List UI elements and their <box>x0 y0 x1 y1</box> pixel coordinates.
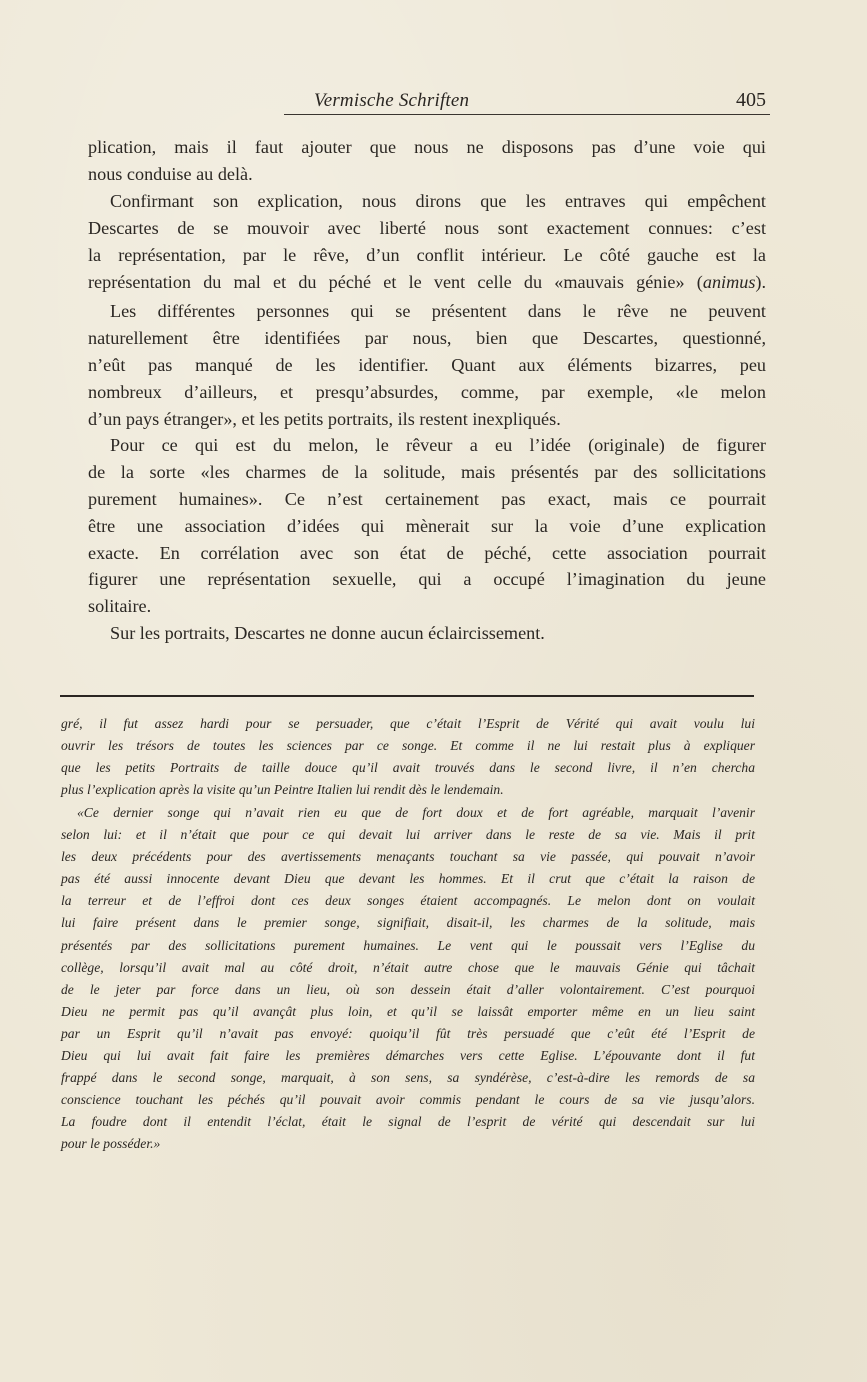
text-line: nous conduise au delà. <box>88 163 253 184</box>
text-line <box>88 298 766 325</box>
paragraph-melon <box>88 432 766 647</box>
footnote-line: selon lui: et il n’était que pour ce qui devait lui arriver dans le reste de sa vie. Mais il prit <box>61 827 755 843</box>
text-span: Sur les portraits, Descartes ne donne aucun éclaircissement. <box>110 623 545 644</box>
text-line: représentation du mal et du péché et le vent celle du «mauvais génie» (animus). <box>88 271 766 292</box>
footnote-line: les deux précédents pour des avertissements menaçants touchant sa vie passée, qui pouvait n’avoir <box>61 849 755 865</box>
footnote-line: la terreur et de l’effroi dont ces deux songes étaient accompagnés. Le melon dont on voulait <box>61 893 755 909</box>
footnote-line: Dieu qui lui avait fait faire les premières démarches vers cette Eglise. L’épouvante dont il fut <box>61 1048 755 1064</box>
footnote-line: lui faire présent dans le premier songe, signifiait, disait-il, les charmes de la solitude, mais <box>61 915 755 931</box>
footnote-line: gré, il fut assez hardi pour se persuader, que c’était l’Esprit de Vérité qui avait voulu lui <box>61 716 755 731</box>
text-line: plication, mais il faut ajouter que nous ne disposons pas d’une voie qui <box>88 137 766 157</box>
footnote-line <box>61 802 755 824</box>
paragraph-confirmant <box>88 188 766 296</box>
footnote-line: de le jeter par force dans un lieu, où son dessein était d’aller volontairement. C’est pourquoi <box>61 981 755 997</box>
footnote <box>61 713 755 801</box>
footnote-separator <box>60 695 754 697</box>
text-line: figurer une représentation sexuelle, qui a occupé l’imagination du jeune <box>88 569 766 590</box>
text-line: purement humaines». Ce n’est certainement pas exact, mais ce pourrait <box>88 488 766 509</box>
running-title: Vermische Schriften <box>314 90 470 111</box>
main-text <box>88 134 766 188</box>
footnote-line: par un Esprit qu’il n’avait pas envoyé: quoiqu’il fût très persuadé que c’eût été l’Esprit de <box>61 1025 755 1041</box>
text-span: Confirmant son explication, nous dirons que les entraves qui empêchent <box>110 191 766 211</box>
text-span: Les différentes personnes qui se présentent dans le rêve ne peuvent <box>110 301 766 321</box>
running-header <box>284 86 770 115</box>
footnote-line: présentés par des sollicitations purement humaines. Le vent qui le poussait vers l’Eglise du <box>61 937 755 953</box>
text-span: Pour ce qui est du melon, le rêveur a eu l’idée (originale) de figurer <box>110 435 766 455</box>
footnote-line: conscience touchant les péchés qu’il pouvait avoir commis pendant le cours de sa vie jusqu’alors. <box>61 1092 755 1108</box>
text-line: nombreux d’ailleurs, et presqu’absurdes, comme, par exemple, «le melon <box>88 381 766 402</box>
text-line <box>88 188 766 215</box>
text-line: Descartes de se mouvoir avec liberté nous sont exactement connues: c’est <box>88 217 766 238</box>
text-line: d’un pays étranger», et les petits portraits, ils restent inexpliqués. <box>88 408 561 429</box>
footnote-line: Dieu ne permit pas qu’il avançât plus loin, et qu’il se laissât emporter même en un lieu saint <box>61 1003 755 1019</box>
text-line: la représentation, par le rêve, d’un conflit intérieur. Le côté gauche est la <box>88 244 766 265</box>
paragraph-personnes <box>88 298 766 432</box>
page-number: 405 <box>736 89 766 111</box>
text-line: exacte. En corrélation avec son état de péché, cette association pourrait <box>88 542 766 563</box>
footnote-quote <box>61 802 755 1156</box>
text-line <box>88 620 766 647</box>
footnote-line: frappé dans le second songe, marquait, à son sens, sa syndérèse, c’est-à-dire les remords de sa <box>61 1070 755 1086</box>
footnote-line: La foudre dont il entendit l’éclat, était le signal de l’esprit de vérité qui descendait sur lui <box>61 1114 755 1130</box>
text-line: solitaire. <box>88 596 152 617</box>
text-span: «Ce dernier songe qui n’avait rien eu que de fort doux et de fort agréable, marquait l’avenir <box>77 805 755 820</box>
footnote-line: plus l’explication après la visite qu’un Peintre Italien lui rendit dès le lendemain. <box>61 782 504 798</box>
text-line: naturellement être identifiées par nous, bien que Descartes, questionné, <box>88 327 766 348</box>
text-line: de la sorte «les charmes de la solitude, mais présentés par des sollicitations <box>88 461 766 482</box>
footnote-line: collège, lorsqu’il avait mal au côté droit, n’était autre chose que le mauvais Génie qui tâchait <box>61 959 755 975</box>
footnote-line: pas été aussi innocente devant Dieu que devant les hommes. Et il crut que c’était la raison de <box>61 871 755 887</box>
text-line <box>88 432 766 459</box>
footnote-line: pour le posséder.» <box>61 1136 161 1152</box>
footnote-line: que les petits Portraits de taille douce qu’il avait trouvés dans le second livre, il n’en chercha <box>61 760 755 776</box>
italic-term: animus <box>702 271 756 292</box>
footnote-line: ouvrir les trésors de toutes les sciences par ce songe. Et comme il ne lui restait plus à expliquer <box>61 738 755 754</box>
text-line: n’eût pas manqué de les identifier. Quant aux éléments bizarres, peu <box>88 354 766 375</box>
text-line: être une association d’idées qui mènerait sur la voie d’une explication <box>88 515 766 536</box>
